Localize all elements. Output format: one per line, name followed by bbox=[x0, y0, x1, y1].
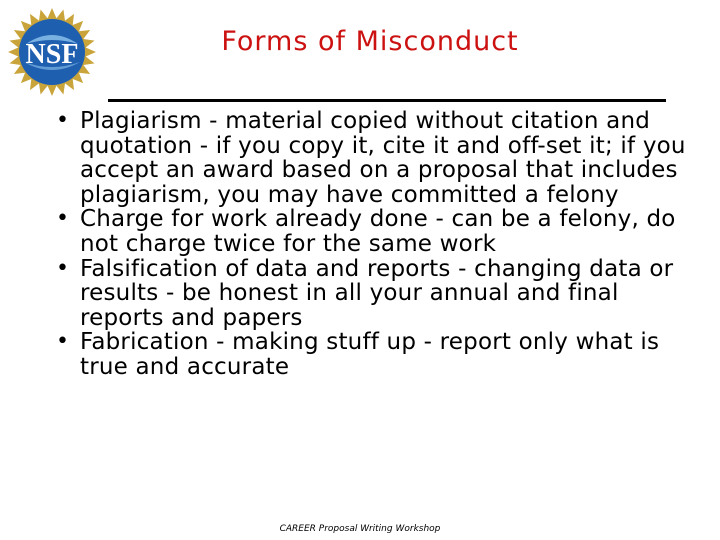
bullet-text: Plagiarism - material copied without citation and quotation - if you copy it, cite it and off-set it; if you accept an award based on a proposal that includes plagiarism, you may have committed a felony bbox=[80, 108, 686, 208]
bullet-glyph: • bbox=[56, 206, 70, 232]
bullet-item-falsification bbox=[56, 257, 696, 331]
title-underline bbox=[108, 99, 666, 102]
bullet-glyph: • bbox=[56, 255, 70, 281]
bullet-item-charge bbox=[56, 207, 696, 256]
logo-text: NSF bbox=[25, 39, 79, 70]
nsf-logo bbox=[6, 6, 98, 98]
slide-footer: CAREER Proposal Writing Workshop bbox=[279, 524, 441, 534]
bullet-item-plagiarism bbox=[56, 109, 696, 207]
bullet-text: Falsification of data and reports - changing data or results - be honest in all your annual and final reports and papers bbox=[80, 255, 674, 331]
bullet-glyph: • bbox=[56, 329, 70, 355]
bullet-glyph: • bbox=[56, 108, 70, 133]
bullet-item-fabrication bbox=[56, 330, 696, 379]
bullet-text: Fabrication - making stuff up - report only what is true and accurate bbox=[80, 329, 660, 380]
bullet-text: Charge for work already done - can be a felony, do not charge twice for the same work bbox=[80, 206, 676, 257]
bullet-list bbox=[56, 109, 696, 380]
slide-title: Forms of Misconduct bbox=[221, 26, 519, 57]
